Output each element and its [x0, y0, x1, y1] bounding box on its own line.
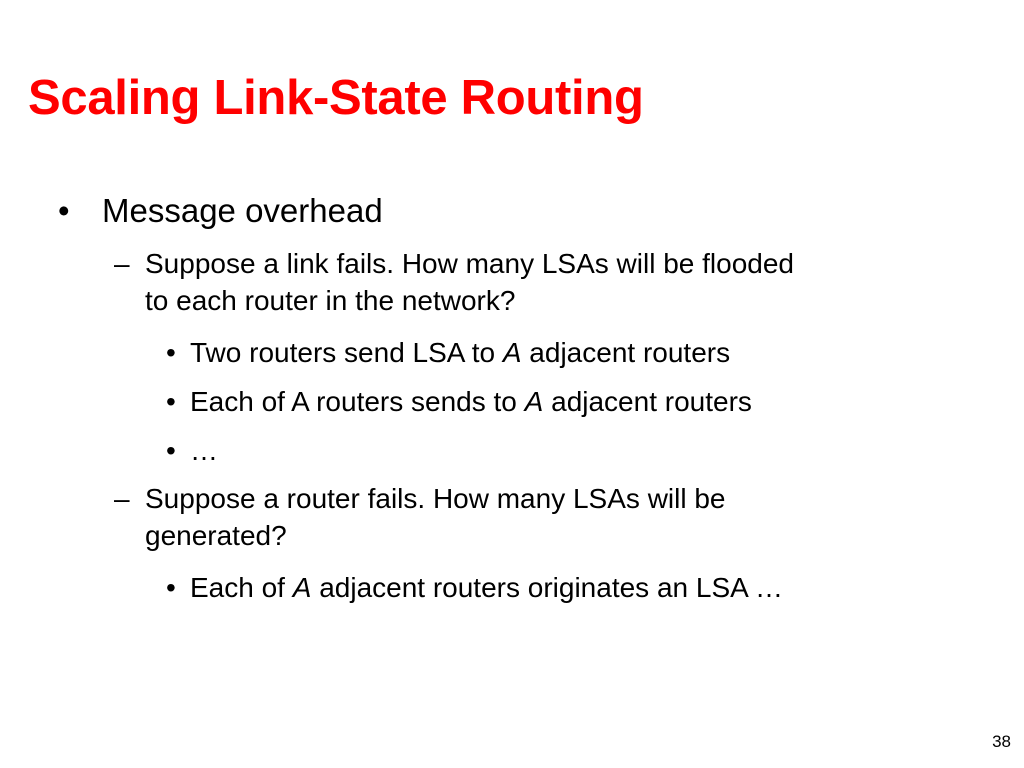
subbullet-text-line2: generated?	[145, 520, 287, 551]
bullet-marker: •	[166, 572, 176, 603]
subbullet-text-line1: Suppose a link fails. How many LSAs will be flooded	[145, 248, 795, 279]
subsubbullet-text: Each of A routers sends to A adjacent routers	[190, 386, 752, 417]
dash-marker: –	[114, 248, 130, 279]
bullet-marker: •	[166, 337, 176, 368]
slide-title: Scaling Link-State Routing	[28, 71, 644, 125]
bullet-marker: •	[166, 386, 176, 417]
subsubbullet-text: …	[190, 435, 218, 466]
subbullet-text-line1: Suppose a router fails. How many LSAs will be	[145, 483, 726, 514]
bullet-text: Message overhead	[102, 192, 383, 229]
subsubbullet-text: Each of A adjacent routers originates an LSA …	[190, 572, 784, 603]
subbullet-text-line2: to each router in the network?	[145, 285, 516, 316]
page-number: 38	[992, 732, 1011, 751]
bullet-marker: •	[166, 435, 176, 466]
bullet-marker: •	[58, 192, 70, 229]
dash-marker: –	[114, 483, 130, 514]
subsubbullet-text: Two routers send LSA to A adjacent routers	[190, 337, 731, 368]
